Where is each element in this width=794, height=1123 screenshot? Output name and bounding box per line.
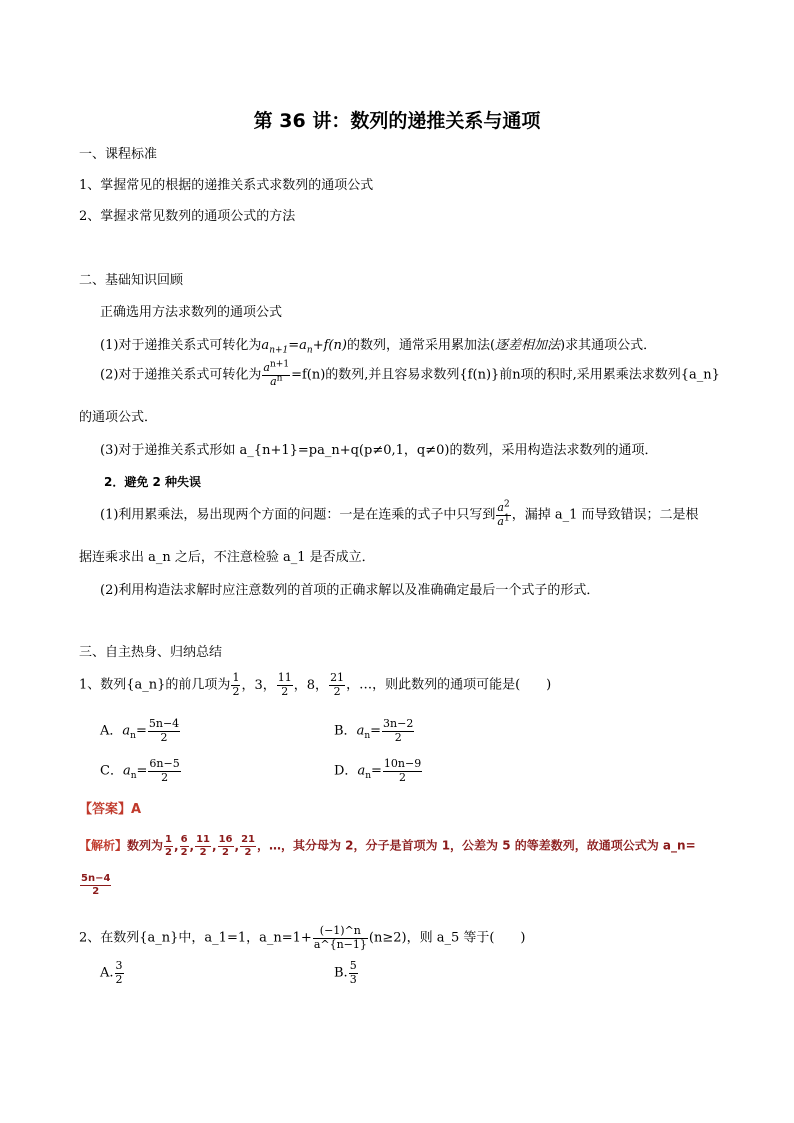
question-1-terms: $\frac{1}{2}$ ，3， $\frac{11}{2}$ ，8， $\frac{21}{2}$ [232,671,345,698]
term-fraction: $\frac{1}{2}$ [232,671,240,698]
term-value: 3 [254,677,263,693]
question-1-analysis: 【解析】数列为 $\frac{1}{2}$ , $\frac{6}{2}$ , $\frac{11}{2}$ , $\frac{16}{2}$ , $\frac{21}{2}$ ，…，其分母为 2，分子是首项为 1，公差为 5 的等差数列，故通项公式为 a_n= [79,834,696,858]
paragraph-5: (2)利用构造法求解时应注意数列的首项的正确求解以及准确确定最后一个式子的形式． [100,583,600,598]
section2-heading: 二、基础知识回顾 [79,273,184,288]
question-1-option-b[interactable]: B．$a_n=$ $\frac{3n-2}{2}$ [334,717,414,744]
term-fraction: $\frac{6}{2}$ [180,834,188,858]
section1-heading: 一、课程标准 [79,147,158,162]
page-title: 第 36 讲：数列的递推关系与通项 [253,110,541,132]
question-1-option-d[interactable]: D．$a_n=$ $\frac{10n-9}{2}$ [334,757,422,784]
formula-accumulate: $a_{n+1}=a_n+f(n)$ [261,338,347,356]
fraction-ratio: $\frac{a^{n+1}}{a^n}$ [263,359,290,388]
section1-item-2: 2、掌握求常见数列的通项公式的方法 [79,209,296,224]
fraction-recurrence: $\frac{(-1)\^{}n}{a\^{}\{n-1\}}$ [313,924,367,951]
term-fraction: $\frac{21}{2}$ [241,834,255,858]
question-2-option-b[interactable]: B. $\frac{5}{3}$ [334,959,357,986]
avoid-heading: 2．避免 2 种失误 [104,475,202,489]
term-fraction: $\frac{21}{2}$ [330,671,345,698]
paragraph-4-cont: 据连乘求出 a_n 之后，不注意检验 a_1 是否成立． [79,550,375,565]
paragraph-2: (2)对于递推关系式可转化为 $\frac{a^{n+1}}{a^n}$ =f(n)的数列,并且容易求数列{f(n)}前n项的积时,采用累乘法求数列{a_n} [100,359,720,388]
paragraph-2-cont: 的通项公式． [79,410,158,425]
question-1-option-a[interactable]: A．$a_n=$ $\frac{5n-4}{2}$ [100,717,180,744]
term-value: 8 [306,677,316,693]
section2-subheading: 正确选用方法求数列的通项公式 [100,305,283,320]
section1-item-1: 1、掌握常见的根据的递推关系式求数列的通项公式 [79,178,374,193]
paragraph-4: (1)利用累乘法，易出现两个方面的问题：一是在连乘的式子中只写到 $\frac{a^2}{a^1}$ ，漏掉 a_1 而导致错误；二是根 [100,499,699,528]
question-1-analysis-result: $\frac{5n-4}{2}$ [81,873,111,897]
term-fraction: $\frac{16}{2}$ [218,834,233,858]
paragraph-1: (1)对于递推关系式可转化为$a_{n+1}=a_n+f(n)$的数列，通常采用累加法(逐差相加法)求其通项公式． [100,338,657,356]
question-1-answer: 【答案】A [79,802,142,817]
analysis-terms: $\frac{1}{2}$ , $\frac{6}{2}$ , $\frac{11}{2}$ , $\frac{16}{2}$ , $\frac{21}{2}$ [165,834,255,858]
question-2-stem: 2、在数列{a_n}中，a_1=1，a_n=1+ $\frac{(-1)\^{}n}{a\^{}\{n-1\}}$ (n≥2)，则 a_5 等于( ) [79,924,526,951]
paragraph-3: (3)对于递推关系式形如 a_{n+1}=pa_n+q(p≠0,1，q≠0)的数列，采用构造法求数列的通项． [100,443,658,458]
question-2-option-a[interactable]: A. $\frac{3}{2}$ [100,959,123,986]
section3-heading: 三、自主热身、归纳总结 [79,645,223,660]
term-fraction: $\frac{11}{2}$ [196,834,211,858]
question-1-stem: 1、数列{a_n}的前几项为 $\frac{1}{2}$ ，3， $\frac{11}{2}$ ，8， $\frac{21}{2}$ ，…，则此数列的通项可能是( ) [79,671,552,698]
term-fraction: $\frac{11}{2}$ [277,671,292,698]
fraction-a2-a1: $\frac{a^2}{a^1}$ [497,499,510,528]
question-1-option-c[interactable]: C．$a_n=$ $\frac{6n-5}{2}$ [100,757,180,784]
term-fraction: $\frac{1}{2}$ [165,834,172,858]
